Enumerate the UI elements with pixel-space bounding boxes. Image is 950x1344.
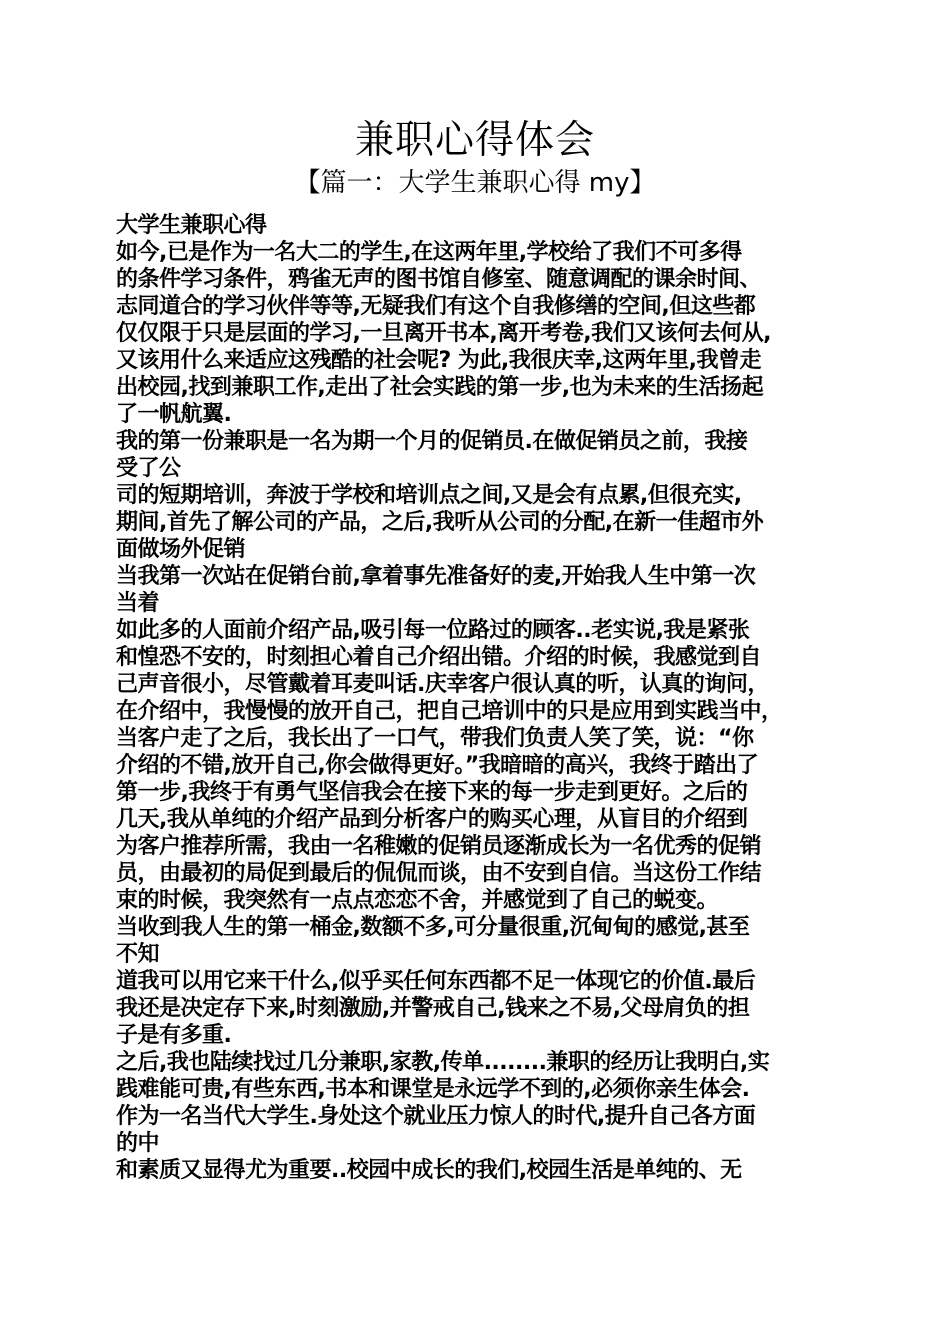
text-line: 如此多的人面前介绍产品,吸引每一位路过的顾客..老实说,我是紧张 — [116, 618, 750, 643]
text-line: 践难能可贵,有些东西,书本和课堂是永远学不到的,必须你亲生体会. — [116, 1077, 750, 1102]
text-line: 和素质又显得尤为重要..校园中成长的我们,校园生活是单纯的、无 — [116, 1158, 742, 1183]
text-line: 之后,我也陆续找过几分兼职,家教,传单........兼职的经历让我明白,实 — [116, 1050, 770, 1075]
text-line: 在介绍中，我慢慢的放开自己，把自己培训中的只是应用到实践当中， — [116, 699, 783, 724]
text-line: 员，由最初的局促到最后的侃侃而谈，由不安到自信。当这份工作结 — [116, 861, 762, 886]
article-heading: 大学生兼职心得 — [116, 213, 267, 238]
text-line: 我的第一份兼职是一名为期一个月的促销员.在做促销员之前，我接 — [116, 429, 748, 454]
text-line: 介绍的不错,放开自己,你会做得更好。”我暗暗的高兴，我终于踏出了 — [116, 753, 759, 778]
text-line: 第一步,我终于有勇气坚信我会在接下来的每一步走到更好。之后的 — [116, 780, 748, 805]
text-line: 道我可以用它来干什么,似乎买任何东西都不足一体现它的价值.最后 — [116, 969, 756, 994]
text-line: 为客户推荐所需，我由一名稚嫩的促销员逐渐成长为一名优秀的促销 — [116, 834, 762, 859]
text-line: 司的短期培训，奔波于学校和培训点之间,又是会有点累,但很充实, — [116, 483, 742, 508]
text-line: 当客户走了之后，我长出了一口气，带我们负责人笑了笑，说：“你 — [116, 726, 754, 751]
text-line: 当着 — [116, 591, 160, 616]
text-line: 己声音很小，尽管戴着耳麦叫话.庆幸客户很认真的听，认真的询问， — [116, 672, 769, 697]
text-line: 当我第一次站在促销台前,拿着事先准备好的麦,开始我人生中第一次 — [116, 564, 756, 589]
text-line: 又该用什么来适应这残酷的社会呢? 为此,我很庆幸,这两年里,我曾走 — [116, 348, 761, 373]
text-line: 了一帆航翼. — [116, 402, 232, 427]
text-line: 如今,已是作为一名大二的学生,在这两年里,学校给了我们不可多得 — [116, 240, 742, 265]
text-line: 期间,首先了解公司的产品，之后,我听从公司的分配,在新一佳超市外 — [116, 510, 764, 535]
text-line: 的条件学习条件，鸦雀无声的图书馆自修室、随意调配的课余时间、 — [116, 267, 762, 292]
text-line: 子是有多重. — [116, 1023, 232, 1048]
text-line: 束的时候，我突然有一点点恋恋不舍，并感觉到了自己的蜕变。 — [116, 888, 719, 913]
text-line: 受了公 — [116, 456, 181, 481]
document-body — [116, 212, 846, 1184]
text-line: 志同道合的学习伙伴等等,无疑我们有这个自我修缮的空间,但这些都 — [116, 294, 756, 319]
text-line: 不知 — [116, 942, 160, 967]
text-line: 我还是决定存下来,时刻激励,并警戒自己,钱来之不易,父母肩负的担 — [116, 996, 750, 1021]
text-line: 当收到我人生的第一桶金,数额不多,可分量很重,沉甸甸的感觉,甚至 — [116, 915, 750, 940]
text-line: 面做场外促销 — [116, 537, 246, 562]
text-line: 的中 — [116, 1131, 160, 1156]
text-line: 和惶恐不安的，时刻担心着自己介绍出错。介绍的时候，我感觉到自 — [116, 645, 762, 670]
text-line: 作为一名当代大学生.身处这个就业压力惊人的时代,提升自己各方面 — [116, 1104, 756, 1129]
text-line: 出校园,找到兼职工作,走出了社会实践的第一步,也为未来的生活扬起 — [116, 375, 764, 400]
text-line: 仅仅限于只是层面的学习,一旦离开书本,离开考卷,我们又该何去何从, — [116, 321, 771, 346]
document-title: 兼职心得体会 — [354, 118, 595, 163]
text-line: 几天,我从单纯的介绍产品到分析客户的购买心理，从盲目的介绍到 — [116, 807, 748, 832]
section-heading: 【篇一：大学生兼职心得 my】 — [294, 168, 656, 198]
